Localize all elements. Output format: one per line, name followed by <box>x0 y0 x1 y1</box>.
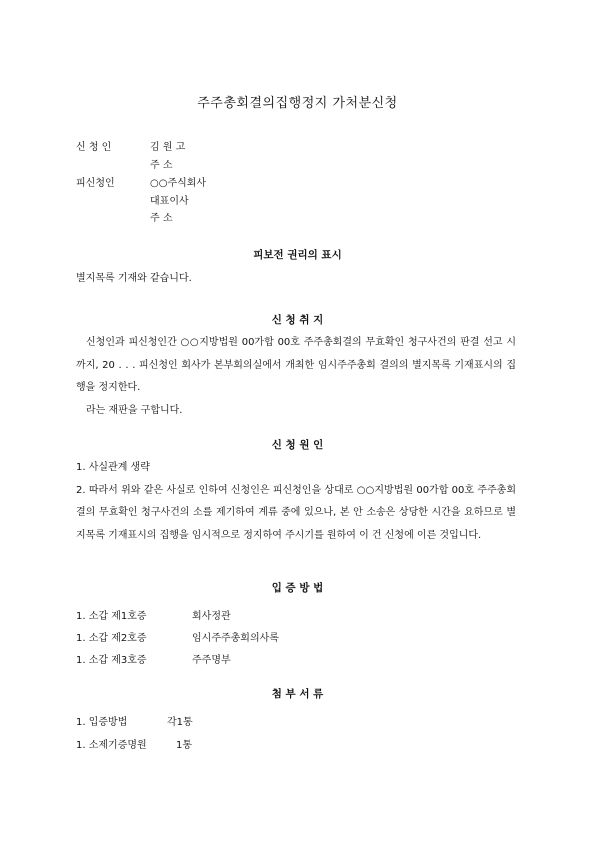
evidence-item-1-num: 1. 소갑 제1호증 <box>76 611 147 622</box>
evidence-item-1-desc: 회사정관 <box>192 611 231 622</box>
evidence-item-3-num: 1. 소갑 제3호증 <box>76 655 147 666</box>
respondent-address: 주 소 <box>150 213 173 224</box>
reasons-heading: 신 청 원 인 <box>271 439 324 451</box>
applicant-address: 주 소 <box>150 160 173 171</box>
rights-heading: 피보전 권리의 표시 <box>253 249 342 261</box>
reasons-section <box>76 457 516 547</box>
purpose-text: 신청인과 피신청인간 ○○지방법원 00가합 00호 주주총회결의 무효확인 청구사건의 판결 선고 시까지, 20 . . . 피신청인 회사가 본부회의실에서 개최한 임시주주총회 결의의 별지목록 기재표시의 집행을 정지한다. <box>76 337 516 393</box>
evidence-item-2-num: 1. 소갑 제2호증 <box>76 633 147 644</box>
respondent-representative: 대표이사 <box>150 196 189 207</box>
evidence-heading: 입 증 방 법 <box>271 582 324 594</box>
attachment-item-1-desc: 각1통 <box>167 717 193 728</box>
attachments-heading: 첨 부 서 류 <box>271 688 324 700</box>
evidence-item-3-desc: 주주명부 <box>192 655 231 666</box>
rights-text: 별지목록 기재와 같습니다. <box>76 273 192 284</box>
respondent-company: ○○주식회사 <box>150 178 207 189</box>
respondent-label: 피신청인 <box>76 178 115 189</box>
attachment-item-2-desc: 1통 <box>176 740 193 751</box>
reason-item-1: 1. 사실관계 생략 <box>76 462 150 473</box>
evidence-item-2-desc: 임시주주총회의사록 <box>192 633 279 644</box>
purpose-section <box>76 332 516 422</box>
purpose-closing: 라는 재판을 구합니다. <box>86 404 183 416</box>
attachment-item-2-num: 1. 소제기증명원 <box>76 740 147 751</box>
reason-item-2: 2. 따라서 위와 같은 사실로 인하여 신청인은 피신청인을 상대로 ○○지방법원 00가합 00호 주주총회결의 무효확인 청구사건의 소를 제기하여 계류 중에 있으나, 본 안 소송은 상당한 시간을 요하므로 별지목록 기재표시의 집행을 임시적으로 정지하여 주시기를 원하여 이 건 신청에 이른 것입니다. <box>76 484 516 541</box>
document-title: 주주총회결의집행정지 가처분신청 <box>197 96 398 111</box>
applicant-name: 김 원 고 <box>150 142 186 153</box>
attachment-item-1-num: 1. 입증방법 <box>76 717 128 728</box>
applicant-label: 신 청 인 <box>76 142 112 153</box>
purpose-heading: 신 청 취 지 <box>271 314 324 326</box>
